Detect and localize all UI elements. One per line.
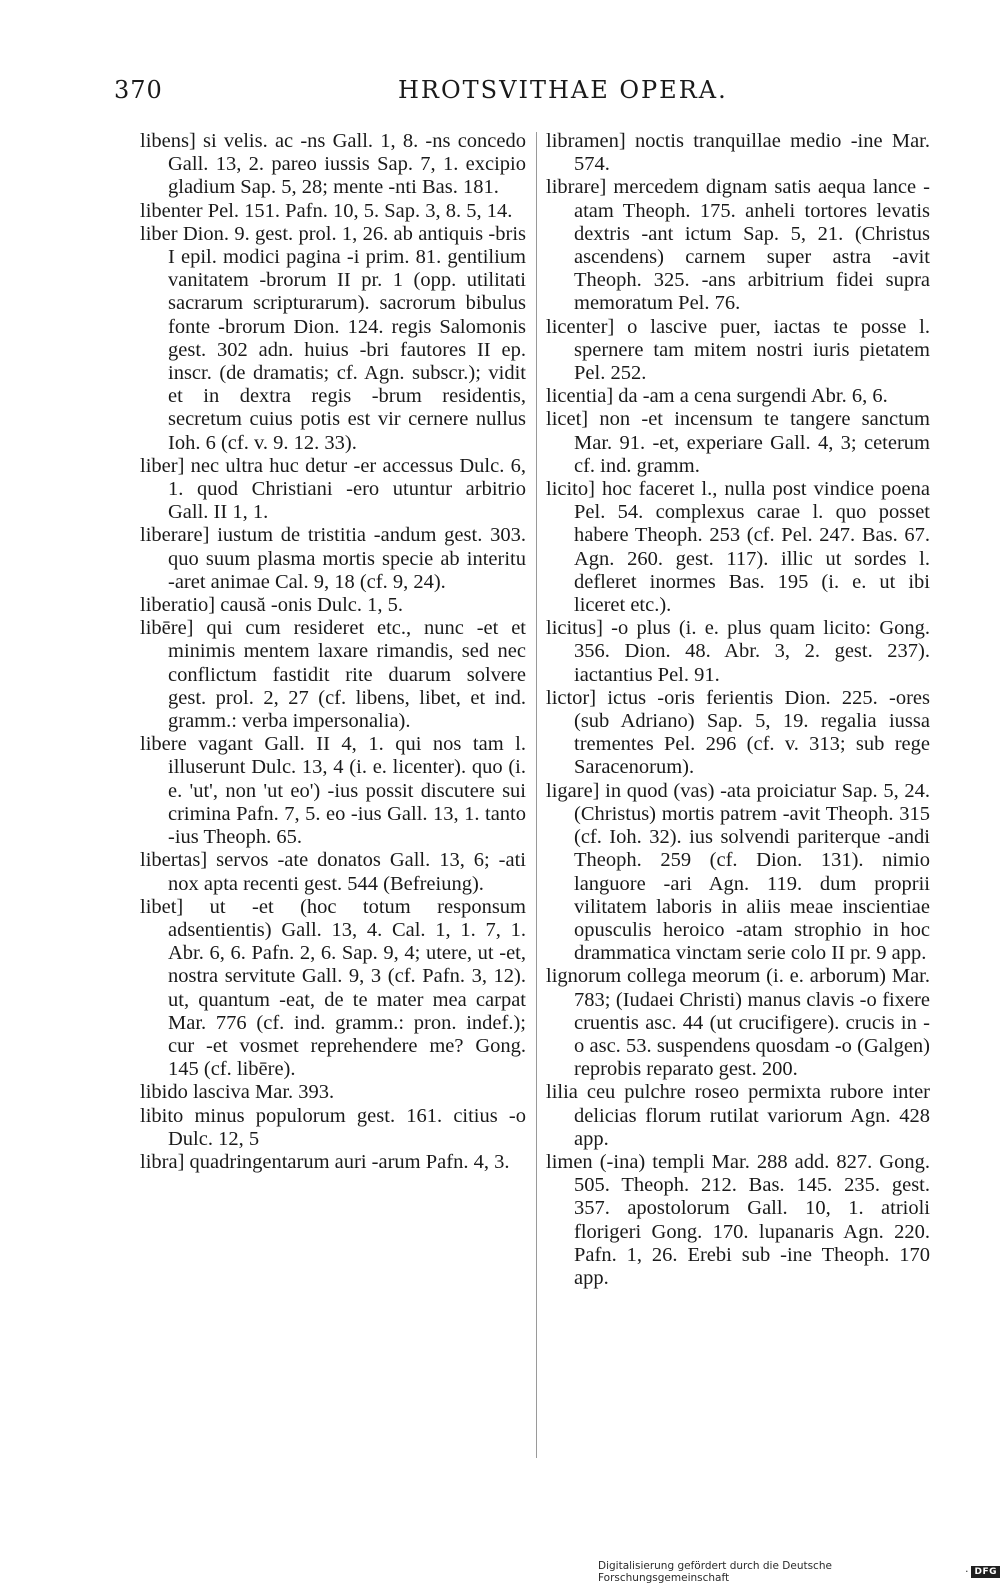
right-column [546, 130, 930, 1290]
entry: librare] mercedem dignam satis aequa lance -atam Theoph. 175. anheli tortores levatis dextris -ant ictum Sap. 5, 21. (Christus ascendens) carnem super astra -avit Theoph. 325. -ans arbitrium fidei supra memoratum Pel. 76. [546, 176, 930, 315]
entry: liberatio] causă -onis Dulc. 1, 5. [140, 594, 404, 617]
entry: licitus] -o plus (i. e. plus quam licito: Gong. 356. Dion. 48. Abr. 3, 2. gest. 237). iactantius Pel. 91. [546, 617, 930, 686]
entry: libra] quadringentarum auri -arum Pafn. 4, 3. [140, 1150, 510, 1173]
entry: lictor] ictus -oris ferientis Dion. 225. -ores (sub Adriano) Sap. 5, 19. regalia iussa trementes Pel. 296 (cf. v. 313; sub rege Saracenorum). [546, 686, 930, 779]
entry: libramen] noctis tranquillae medio -ine Mar. 574. [546, 130, 930, 176]
entry: licentia] da -am a cena surgendi Abr. 6, 6. [546, 385, 888, 408]
entry: licet] non -et incensum te tangere sanctum Mar. 91. -et, experiare Gall. 4, 3; ceterum cf. ind. gramm. [546, 408, 930, 477]
entry: lilia ceu pulchre roseo permixta rubore inter delicias florum rutilat variorum Agn. 428 app. [546, 1081, 930, 1150]
left-column [140, 130, 526, 1174]
entry: libere vagant Gall. II 4, 1. qui nos tam l. illuserunt Dulc. 13, 4 (i. e. licenter). quo (i. e. 'ut', non 'ut eo') -ius possit discutere sui crimina Pafn. 7, 5. eo -ius Gall. 13, 1. tanto -ius Theoph. 65. [140, 733, 526, 849]
entry: lignorum collega meorum (i. e. arborum) Mar. 783; (Iudaei Christi) manus clavis -o fixere cruentis asc. 44 (ut crucifigere). crucis in -o asc. 53. suspendens quosdam -o (Galgen) reprobis reparato gest. 200. [546, 965, 930, 1081]
entry: libertas] servos -ate donatos Gall. 13, 6; -ati nox apta recenti gest. 544 (Befreiung). [140, 849, 526, 895]
entry: libito minus populorum gest. 161. citius -o Dulc. 12, 5 [140, 1104, 526, 1150]
funding-notice: Digitalisierung gefördert durch die Deutsche Forschungsgemeinschaft · DFG [598, 1560, 1000, 1584]
entry: libido lasciva Mar. 393. [140, 1081, 335, 1104]
dfg-logo-icon: DFG [971, 1566, 1000, 1578]
page-number: 370 [114, 76, 163, 104]
entry: libens] si velis. ac -ns Gall. 1, 8. -ns concedo Gall. 13, 2. pareo iussis Sap. 7, 1. excipio gladium Sap. 5, 28; mente -nti Bas. 181. [140, 130, 526, 199]
entry: licito] hoc faceret l., nulla post vindice poena Pel. 54. complexus carae l. quo posset habere Theoph. 253 (cf. Pel. 247. Bas. 67. Agn. 260. gest. 117). illic ut sordes l. defleret inormes Bas. 195 (i. e. ut ibi liceret etc.). [546, 478, 930, 617]
entry: libēre] qui cum resideret etc., nunc -et et minimis mentem laxare rimandis, sed nec conflictum fastidit rite duarum solvere gest. prol. 2, 27 (cf. libens, libet, et ind. gramm.: verba impersonalia). [140, 617, 526, 733]
entry: liberare] iustum de tristitia -andum gest. 303. quo suum plasma mortis specie ab interitu -aret animae Cal. 9, 18 (cf. 9, 24). [140, 524, 526, 593]
entry: licenter] o lascive puer, iactas te posse l. spernere tam mitem nostri iuris pietatem Pel. 252. [546, 315, 930, 385]
entry: libet] ut -et (hoc totum responsum adsentientis) Gall. 13, 4. Cal. 1, 1. 7, 1. Abr. 6, 6. Pafn. 2, 6. Sap. 9, 4; utere, ut -et, nostra servitute Gall. 9, 3 (cf. Pafn. 3, 12). ut, quantum -eat, de te mater mea carpat Mar. 776 (cf. ind. gramm.: pron. indef.); cur -et vosmet reprehendere me? Gong. 145 (cf. libēre). [140, 895, 526, 1081]
running-title: HROTSVITHAE OPERA. [398, 76, 728, 104]
funding-text: Digitalisierung gefördert durch die Deutsche Forschungsgemeinschaft [598, 1560, 832, 1584]
entry: liber] nec ultra huc detur -er accessus Dulc. 6, 1. quod Christiani -ero utuntur arbitrio Gall. II 1, 1. [140, 454, 526, 524]
entry: limen (-ina) templi Mar. 288 add. 827. Gong. 505. Theoph. 212. Bas. 145. 235. gest. 357. apostolorum Gall. 10, 1. atrioli florigeri Gong. 170. lupanaris Agn. 220. Pafn. 1, 26. Erebi sub -ine Theoph. 170 app. [546, 1150, 930, 1289]
entry: libenter Pel. 151. Pafn. 10, 5. Sap. 3, 8. 5, 14. [140, 199, 513, 222]
entry: ligare] in quod (vas) -ata proiciatur Sap. 5, 24. (Christus) mortis patrem -avit Theoph. 315 (cf. Ioh. 32). ius solvendi pariterque -andi Theoph. 259 (cf. Dion. 131). nimio languore -ari Agn. 119. dum proprii vilitatem laboris in aliis meae inscientiae opusculis heroico -atam strophio in hoc drammatica vinctam serie colo II pr. 9 app. [546, 779, 930, 965]
entry: liber Dion. 9. gest. prol. 1, 26. ab antiquis -bris I epil. modici pagina -i prim. 81. gentilium vanitatem -brorum II pr. 1 (opp. utilitati sacrarum scripturarum). sacrorum bibulus fonte -brorum Dion. 124. regis Salomonis gest. 302 adn. huius -bri fautores II ep. inscr. (de dramatis; cf. Agn. subscr.); vidit et in dextra regis -brum residentis, secretum cuius potis est vir cernere nullus Ioh. 6 (cf. v. 9. 12. 33). [140, 222, 526, 454]
column-divider [536, 132, 537, 1458]
